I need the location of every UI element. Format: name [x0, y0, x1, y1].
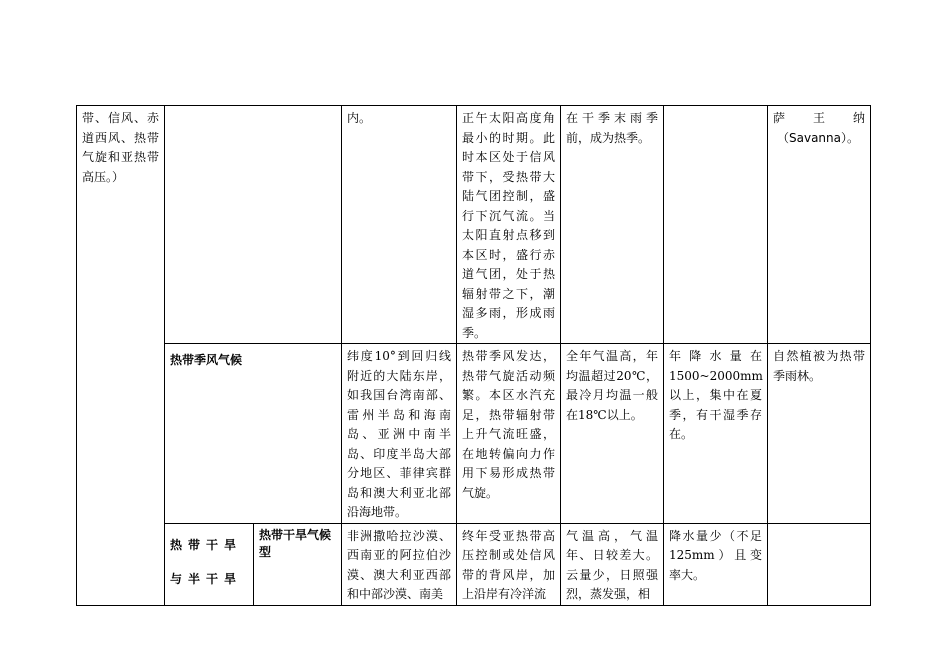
climate-type-label: 热带季风气候	[165, 344, 342, 524]
precipitation-cell: 年降水量在1500~2000mm以上，集中在夏季，有干湿季存在。	[664, 344, 768, 524]
distribution-cell: 纬度10°到回归线附近的大陆东岸，如我国台湾南部、雷州半岛和海南岛、亚洲中南半岛、印度半岛大部分地区、菲律宾群岛和澳大利亚北部沿海地带。	[342, 344, 457, 524]
cause-cell: 正午太阳高度角最小的时期。此时本区处于信风带下，受热带大陆气团控制，盛行下沉气流。当太阳直射点移到本区时，盛行赤道气团，处于热辐射带之下，潮湿多雨，形成雨季。	[457, 106, 561, 344]
savanna-line: 萨 王 纳	[773, 111, 865, 125]
table-row	[77, 344, 871, 524]
vegetation-cell: 自然植被为热带季雨林。	[768, 344, 871, 524]
cause-cell: 终年受亚热带高压控制或处信风带的背风岸，加上沿岸有冷洋流	[457, 523, 561, 605]
table-row	[77, 523, 871, 605]
climate-table	[76, 105, 871, 606]
distribution-cell: 内。	[342, 106, 457, 344]
precipitation-cell: 降水量少（不足125mm）且变率大。	[664, 523, 768, 605]
type-cell	[165, 106, 342, 344]
vegetation-cell	[768, 523, 871, 605]
temperature-cell: 气温高，气温年、日较差大。云量少，日照强烈，蒸发强，相	[561, 523, 664, 605]
distribution-cell: 非洲撒哈拉沙漠、西南亚的阿拉伯沙漠、澳大利亚西部和中部沙漠、南美	[342, 523, 457, 605]
category-cell: 带、信风、赤道西风、热带气旋和亚热带高压。）	[77, 106, 165, 606]
temperature-cell: 在干季末雨季前，成为热季。	[561, 106, 664, 344]
cause-cell: 热带季风发达，热带气旋活动频繁。本区水汽充足，热带辐射带上升气流旺盛，在地转偏向力作用下易形成热带气旋。	[457, 344, 561, 524]
table-row	[77, 106, 871, 344]
temperature-cell: 全年气温高，年均温超过20℃，最冷月均温一般在18℃以上。	[561, 344, 664, 524]
climate-subtype-label: 热带干旱气候型	[254, 523, 342, 605]
climate-group-label: 热带干旱与半干旱	[165, 523, 254, 605]
precipitation-cell	[664, 106, 768, 344]
vegetation-cell: 萨 王 纳 （Savanna）。	[768, 106, 871, 344]
